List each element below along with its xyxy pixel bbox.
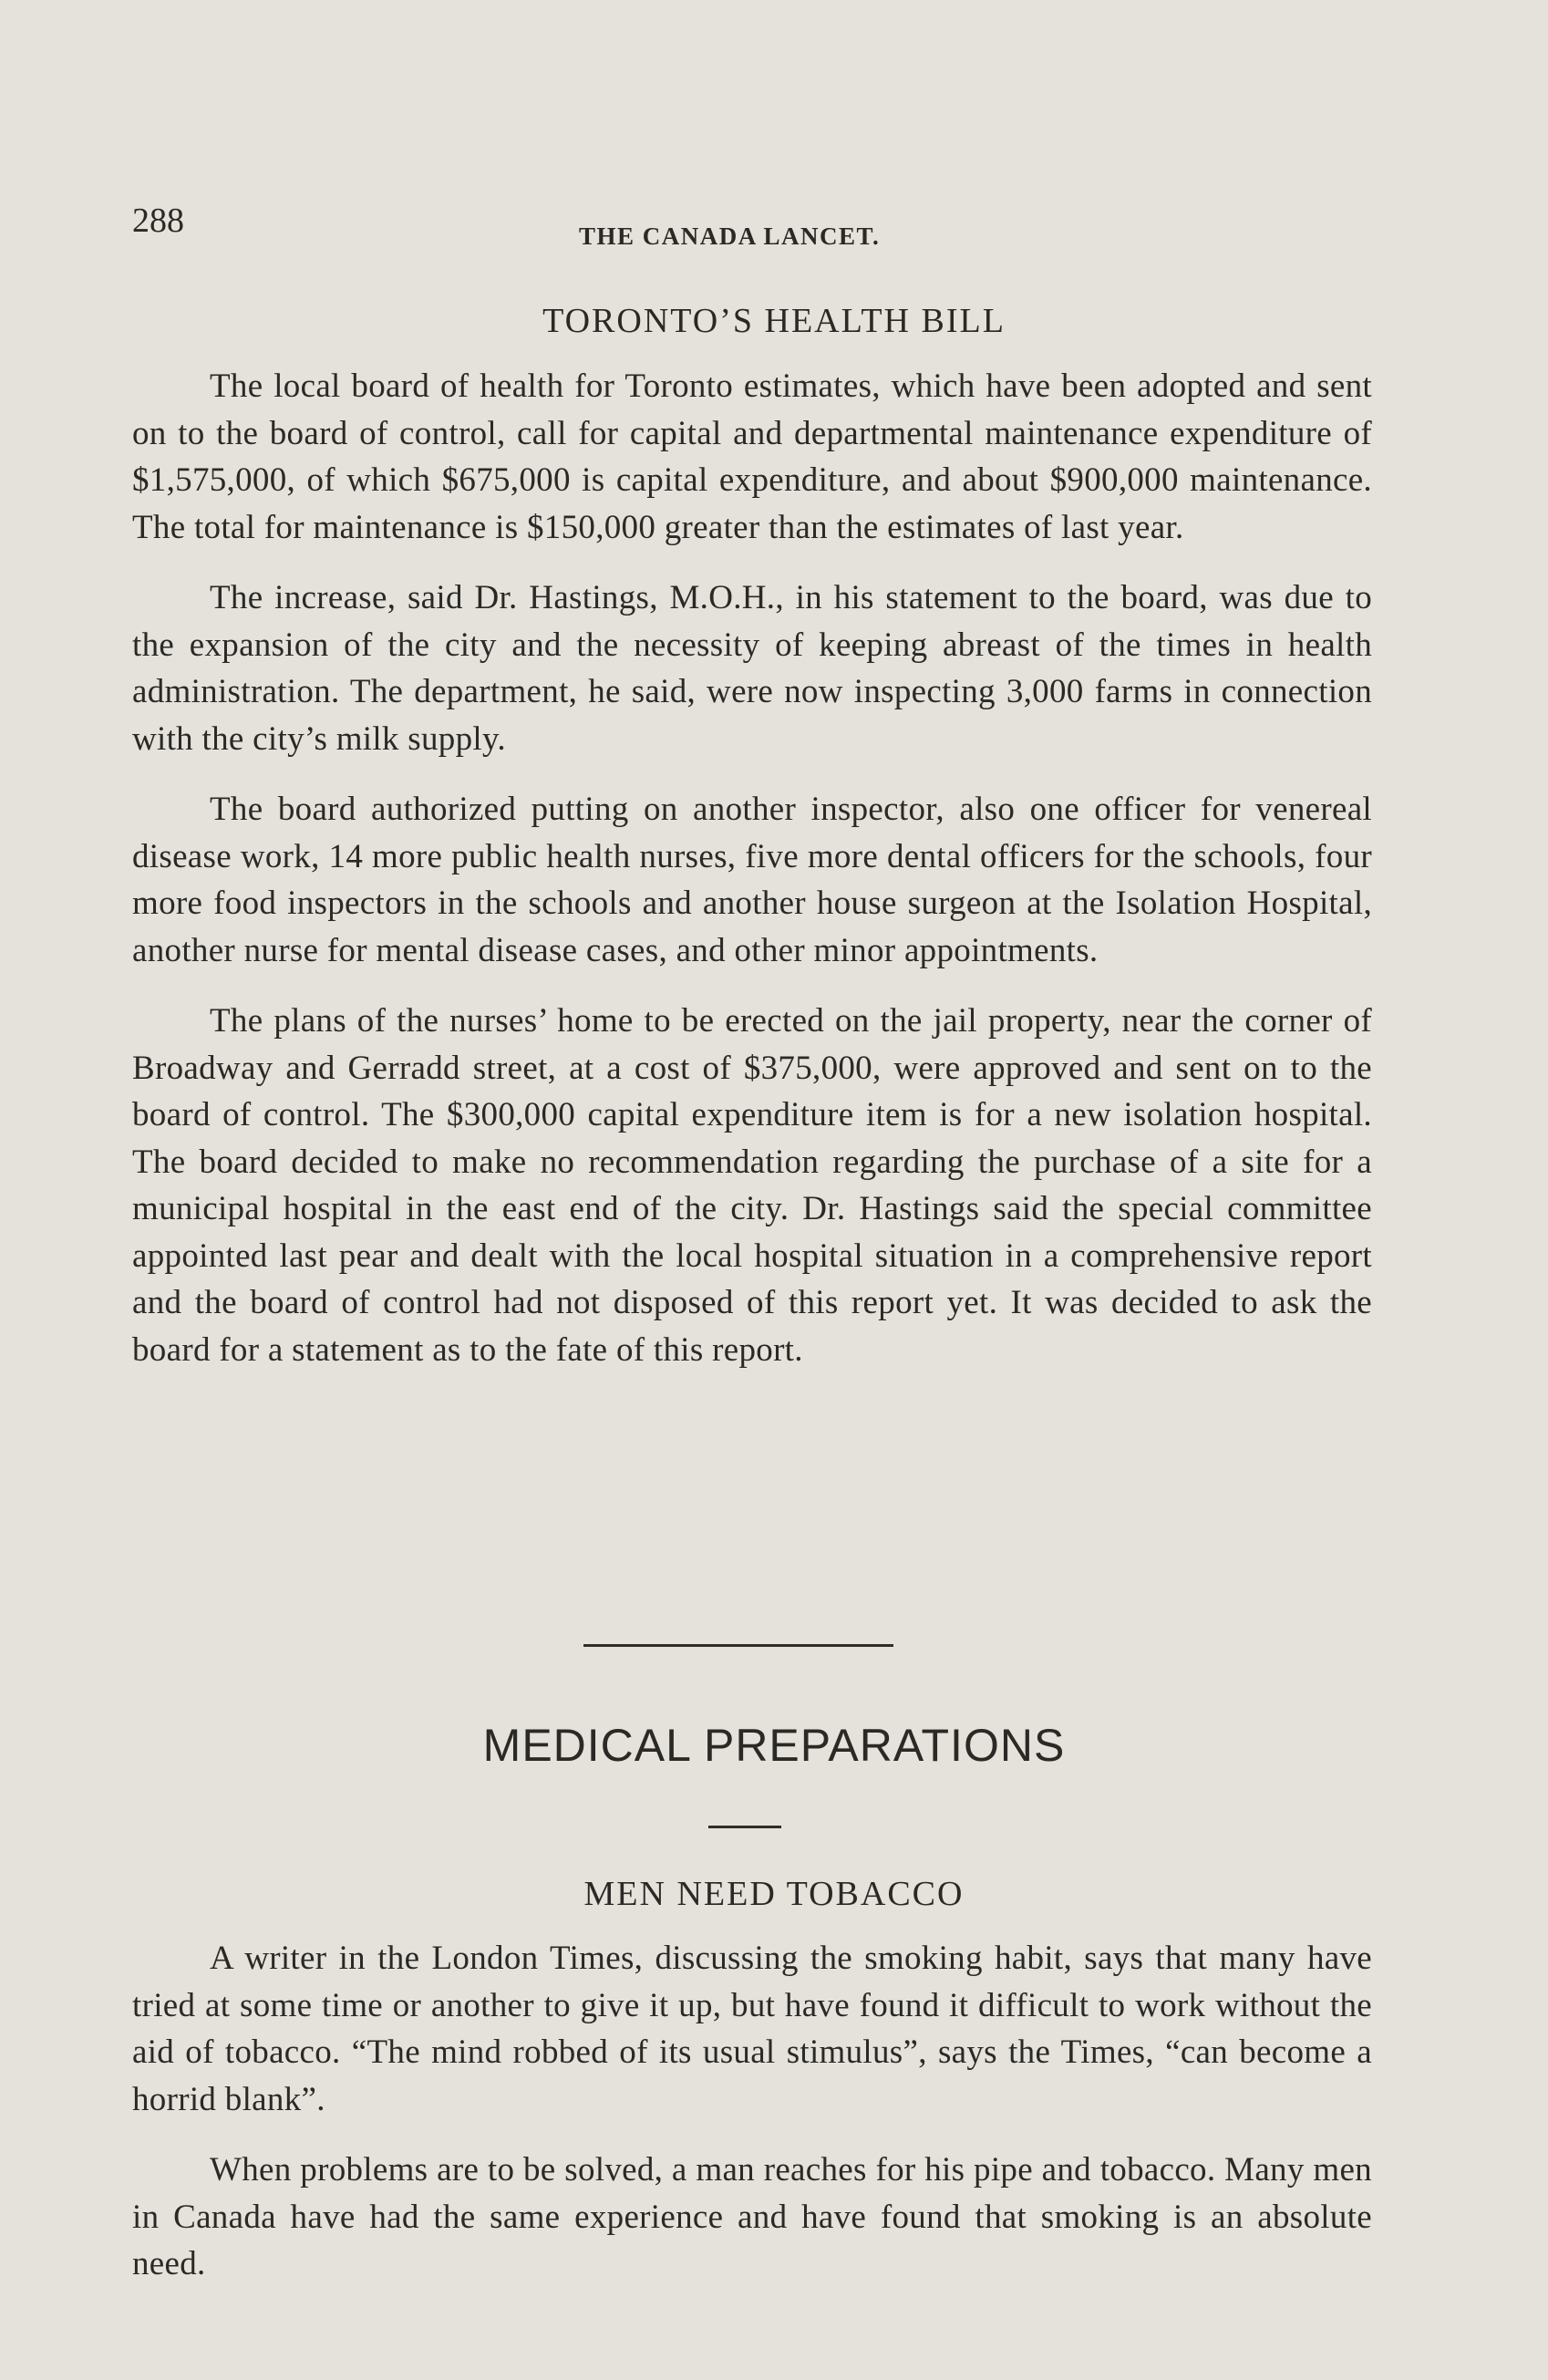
article-title-health-bill: TORONTO’S HEALTH BILL	[542, 302, 1006, 340]
paragraph: When problems are to be solved, a man reaches for his pipe and tobacco. Many men in Canada have had the same experience and have found that smoking is an absolute need.	[132, 2151, 1372, 2282]
running-head: THE CANADA LANCET.	[579, 222, 881, 250]
section-heading-medical-preparations: MEDICAL PREPARATIONS	[482, 1720, 1066, 1771]
paragraph: The plans of the nurses’ home to be erected on the jail property, near the corner of Broadway and Gerradd street, at a cost of $375,000, were approved and sent on to the board of control. The $300,000 capital expenditure item is for a new isolation hospital. The board decided to make no recommendation regarding the purchase of a site for a municipal hospital in the east end of the city. Dr. Hastings said the special committee appointed last pear and dealt with the local hospital situation in a comprehensive report and the board of control had not disposed of this report yet. It was decided to ask the board for a statement as to the fate of this report.	[132, 1002, 1372, 1369]
section-divider	[583, 1644, 893, 1647]
article-health-bill	[132, 363, 1372, 1397]
paragraph: A writer in the London Times, discussing the smoking habit, says that many have tried at some time or another to give it up, but have found it difficult to work without the aid of tobacco. “The mind robbed of its usual stimulus”, says the Times, “can become a horrid blank”.	[132, 1940, 1372, 2118]
paragraph: The increase, said Dr. Hastings, M.O.H., in his statement to the board, was due to the expansion of the city and the necessity of keeping abreast of the times in health administration. The department, he said, were now inspecting 3,000 farms in connection with the city’s milk supply.	[132, 579, 1372, 758]
heading-divider	[708, 1826, 781, 1828]
article-title-tobacco: MEN NEED TOBACCO	[583, 1875, 965, 1913]
page-header	[132, 201, 1372, 255]
paragraph: The board authorized putting on another inspector, also one officer for venereal disease work, 14 more public health nurses, five more dental officers for the schools, four more food inspectors in the schools and another house surgeon at the Isolation Hospital, another nurse for mental disease cases, and other minor appointments.	[132, 791, 1372, 969]
page-number: 288	[132, 202, 184, 240]
article-tobacco	[132, 1935, 1372, 2312]
paragraph: The local board of health for Toronto estimates, which have been adopted and sent on to the board of control, call for capital and departmental maintenance expenditure of $1,575,000, of which $675,000 is capital expenditure, and about $900,000 maintenance. The total for maintenance is $150,000 greater than the estimates of last year.	[132, 367, 1372, 546]
